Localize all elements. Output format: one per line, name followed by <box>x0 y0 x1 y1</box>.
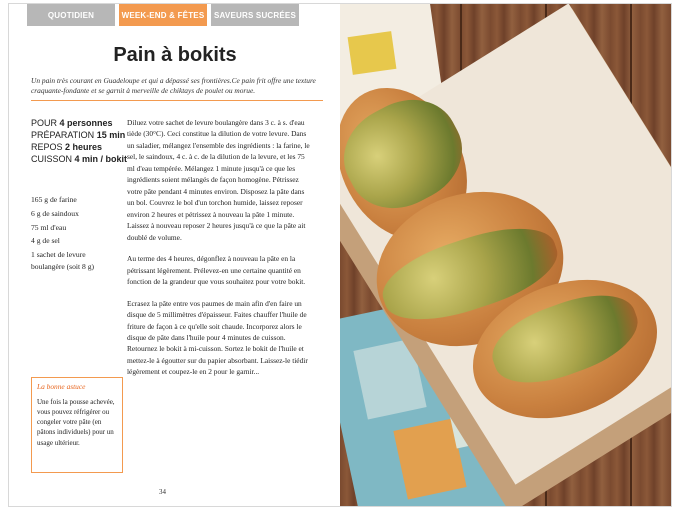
page-number: 34 <box>159 488 166 496</box>
ingredient-item: 4 g de sel <box>31 236 60 246</box>
servings-value: 4 personnes <box>59 118 113 128</box>
cook-time-value: 4 min / bokit <box>74 154 128 165</box>
method-steps <box>127 117 313 388</box>
tab-saveurs-sucrees[interactable]: SAVEURS SUCRÉES <box>211 4 299 26</box>
method-paragraph: Diluez votre sachet de levure boulangère dans 3 c. à s. d'eau tiède (30°C). Ceci constitue la dilution de votre levure. Dans un saladier, mélangez l'ensemble des ingrédients : la farine, le sel, le saindoux, 4 c. à c. de la dilution de la levure, et les 75 ml d'eau tempérée. Mélangez 1 minute jusqu'à ce que les ingrédients soient mélangés de façon homogène. Pétrissez votre pâte pendant 4 minutes environ. Disposez la pâte dans un bol. Couvrez le bol d'un torchon humide, laissez reposer environ 2 heures et pétrissez à nouveau la pâte 1 minute. Laissez à nouveau reposer 2 heures jusqu'à ce que la pâte ait doublé de volume. <box>127 118 310 242</box>
prep-time-value: 15 min <box>96 130 126 141</box>
servings-label: POUR <box>31 118 58 128</box>
recipe-meta <box>31 117 131 166</box>
servings-row <box>31 117 131 129</box>
placemat-tile <box>348 31 397 75</box>
tip-text: Une fois la pousse achevée, vous pouvez réfrigérer ou congeler votre pâte (en pâtons individuels) pour un usage ultérieur. <box>37 398 115 447</box>
tab-week-end-fetes[interactable]: WEEK-END & FÊTES <box>119 4 207 26</box>
ingredient-item: 75 ml d'eau <box>31 222 67 232</box>
prep-time-label: PRÉPARATION <box>31 130 95 141</box>
cook-time-row <box>31 153 131 165</box>
category-tabs <box>27 4 299 26</box>
ingredient-item: 1 sachet de levure boulangère (soit 8 g) <box>31 250 95 271</box>
tip-title: La bonne astuce <box>37 382 86 391</box>
ingredient-item: 6 g de saindoux <box>31 208 79 218</box>
cook-time-label: CUISSON <box>31 154 73 165</box>
rest-time-label: REPOS <box>31 142 63 153</box>
rest-time-value: 2 heures <box>65 142 103 153</box>
tab-quotidien[interactable]: QUOTIDIEN <box>27 4 115 26</box>
method-paragraph: Ecrasez la pâte entre vos paumes de main afin d'en faire un disque de 5 millimètres d'épaisseur. Faites chauffer l'huile de friture de façon à ce qu'elle soit chaude. Incorporez alors le disque de pâte dans l'huile pour 4 minutes de cuisson. Retournez le bokit à mi-cuisson. Sortez le bokit de l'huile et mettez-le à égoutter sur du papier absorbant. Laissez-le tiédir légèrement et coupez-le en 2 pour le garnir... <box>127 298 308 377</box>
ingredient-item: 165 g de farine <box>31 195 77 204</box>
ingredients-list <box>31 194 121 275</box>
recipe-intro: Un pain très courant en Guadeloupe et qui a dépassé ses frontières.Ce pain frit offre une texture craquante-fondante et se garnit à merveille de chiktays de poulet ou morue. <box>31 76 323 101</box>
left-page <box>8 3 340 507</box>
tip-box <box>31 377 123 473</box>
prep-time-row <box>31 129 131 141</box>
rest-time-row <box>31 141 131 153</box>
recipe-title: Pain à bokits <box>113 44 237 66</box>
food-photo <box>340 3 672 507</box>
method-paragraph: Au terme des 4 heures, dégonflez à nouveau la pâte en la pétrissant légèrement. Prélevez-en une certaine quantité en fonction de la grandeur que vous souhaitez pour votre bokit. <box>127 254 306 287</box>
